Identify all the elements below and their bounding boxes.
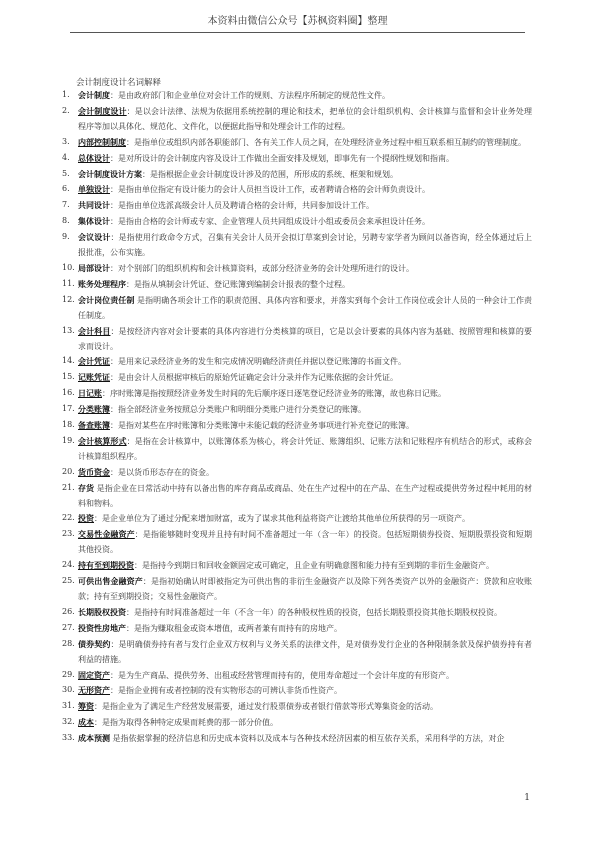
- glossary-entry: [62, 683, 532, 699]
- entry-body: [78, 668, 532, 684]
- glossary-entry: [62, 574, 532, 605]
- entry-definition: 是对所设计的会计制度内容及设计工作做出全面安排及规划，即事先有一个提纲性规划和指南。: [118, 153, 454, 163]
- glossary-entry: [62, 135, 532, 151]
- entry-separator: ：: [110, 153, 118, 163]
- entry-term: 会计科目: [78, 325, 111, 336]
- entry-term: 分类账簿: [78, 404, 110, 415]
- entry-number: 17.: [62, 404, 75, 414]
- glossary-entry: [62, 151, 532, 167]
- entry-separator: ：: [126, 137, 134, 147]
- entry-body: [78, 402, 532, 418]
- glossary-entry: [62, 481, 532, 512]
- entry-body: [78, 434, 532, 465]
- glossary-entry: [62, 558, 532, 574]
- entry-term: 共同设计: [78, 200, 110, 211]
- entry-body: [78, 465, 532, 481]
- entry-number: 20.: [62, 466, 75, 476]
- entry-definition: 指全部经济业务按照总分类账户和明细分类账户进行分类登记的账簿。: [118, 405, 366, 415]
- entry-number: 16.: [62, 388, 75, 398]
- entry-separator: ：: [126, 623, 134, 633]
- entry-number: 5.: [62, 168, 70, 178]
- entry-term: 持有至到期投资: [78, 560, 134, 571]
- entry-number: 30.: [62, 685, 75, 695]
- entry-body: [78, 354, 532, 370]
- entry-term: 总体设计: [78, 152, 110, 163]
- entry-definition: 是指初始确认时即被指定为可供出售的非衍生金融资产以及除下列各类资产以外的金融资产：贷款和应收账款；持有至到期投资；交易性金融资产。: [78, 577, 532, 601]
- glossary-entry: [62, 402, 532, 418]
- entry-separator: ：: [126, 607, 134, 617]
- entry-body: [78, 277, 532, 293]
- entry-definition: 是指从填制会计凭证、登记账簿到编制会计报表的整个过程。: [134, 279, 350, 289]
- entry-number: 14.: [62, 356, 75, 366]
- entry-body: [78, 481, 532, 512]
- entry-definition: 是明确债券持有者与发行企业双方权利与义务关系的法律文件，是对债券发行企业的各种限制条款及保护债券持有者利益的措施。: [78, 639, 532, 664]
- entry-body: [78, 527, 532, 558]
- entry-term: 会计制度设计方案: [78, 168, 142, 179]
- entry-term: 成本预测: [78, 733, 110, 744]
- entry-number: 29.: [62, 669, 75, 679]
- entry-number: 8.: [62, 216, 70, 226]
- entry-definition: 是企业单位为了通过分配来增加财富，或为了谋求其他利益将资产让渡给其他单位所获得的另一项资产。: [102, 514, 470, 524]
- entry-definition: 序时账簿是指按照经济业务发生时间的先后顺序逐日逐笔登记经济业务的账簿，故也称日记账。: [110, 389, 446, 399]
- glossary-entry: [62, 637, 532, 668]
- entry-separator: ：: [110, 357, 118, 367]
- entry-definition: 是指依据掌握的经济信息和历史成本资料以及成本与各种技术经济因素的相互依存关系，采用科学的方法，对企: [112, 734, 505, 744]
- glossary-entry: [62, 293, 532, 324]
- glossary-entry: [62, 511, 532, 527]
- entry-number: 15.: [62, 372, 75, 382]
- entry-term: 账务处理程序: [78, 278, 126, 289]
- entry-term: 无形资产: [78, 685, 110, 696]
- entry-term: 存货: [78, 482, 95, 493]
- entry-body: [78, 511, 532, 527]
- entry-separator: ：: [94, 702, 102, 712]
- entry-term: 会计岗位责任制: [78, 294, 135, 305]
- entry-separator: ：: [110, 405, 118, 415]
- entry-separator: ：: [126, 106, 135, 116]
- entry-separator: ：: [94, 514, 102, 524]
- entry-definition: 是指持有时间准备超过一年（不含一年）的各种股权性质的投资，包括长期股票投资其他长期股权投资。: [134, 607, 502, 617]
- entry-definition: 是指对某些在序时账簿和分类账簿中未能记载的经济业务事项进行补充登记的账簿。: [118, 421, 414, 431]
- entry-term: 记账凭证: [78, 372, 110, 383]
- entry-body: [78, 104, 532, 135]
- entry-separator: ：: [142, 169, 150, 179]
- entry-number: 12.: [62, 294, 75, 304]
- glossary-entry: [62, 386, 532, 402]
- entry-number: 28.: [62, 638, 75, 648]
- entry-number: 25.: [62, 576, 75, 586]
- entry-separator: ：: [134, 561, 142, 571]
- glossary-entry: [62, 230, 532, 261]
- entry-number: 32.: [62, 717, 75, 727]
- entry-body: [78, 151, 532, 167]
- entry-number: 22.: [62, 513, 75, 523]
- entry-number: 10.: [62, 262, 75, 272]
- entry-definition: 是由政府部门和企业单位对会计工作的规则、方法程序所制定的规范性文件。: [118, 91, 390, 100]
- entry-separator: ：: [142, 577, 151, 587]
- entry-separator: ：: [110, 263, 118, 273]
- entry-definition: 是用来记录经济业务的发生和完成情况明确经济责任并据以登记账簿的书面文件。: [118, 357, 406, 367]
- entry-term: 可供出售金融资产: [78, 576, 143, 587]
- entry-definition: 是指由合格的会计师或专家、企业管理人员共同组成设计小组或委员会来承担设计任务。: [118, 217, 430, 227]
- entry-definition: 是以会计法律、法规为依据用系统控制的理论和技术，把单位的会计组织机构、会计核算与监督和会计业务处理程序等加以具体化、规范化、文件化，以便据此指导和处理会计工作的过程。: [78, 106, 532, 131]
- glossary-entry: [62, 370, 532, 386]
- entry-definition: 是指使用行政命令方式，召集有关会计人员开会拟订草案到会讨论，另聘专家学者为顾问以备咨询，经全体通过后上报批准，公布实施。: [78, 233, 532, 258]
- entry-separator: ：: [110, 201, 118, 211]
- entry-term: 会计核算形式: [78, 435, 127, 446]
- glossary-entry: [62, 699, 532, 715]
- entry-term: 会计凭证: [78, 356, 110, 367]
- entry-body: [78, 683, 532, 699]
- glossary-entry: [62, 418, 532, 434]
- entry-term: 成本: [78, 717, 94, 728]
- header-text: 本资料由微信公众号【苏枫资料圈】整理: [207, 16, 388, 27]
- glossary-entry: [62, 104, 532, 135]
- entry-body: [78, 230, 532, 261]
- entry-separator: ：: [126, 436, 135, 446]
- entry-number: 4.: [62, 152, 70, 162]
- entry-definition: 是指能够随时变现并且持有时间不准备超过一年（含一年）的投资。包括短期债券投资、短期股票投资和短期其他投资。: [78, 530, 532, 555]
- entry-term: 筹资: [78, 701, 94, 712]
- entry-body: [78, 731, 532, 747]
- entry-body: [78, 386, 532, 402]
- entry-separator: ：: [110, 217, 118, 227]
- glossary-entry: [62, 354, 532, 370]
- entry-number: 1.: [62, 90, 70, 99]
- entry-definition: 是指为赚取租金或资本增值，或两者兼有而持有的房地产。: [134, 623, 342, 633]
- entry-number: 9.: [62, 232, 70, 242]
- glossary-entry: [62, 731, 532, 747]
- entry-definition: 是指由单位指定有设计能力的会计人员担当设计工作，或者聘请合格的会计师负责设计。: [118, 185, 430, 195]
- entry-body: [78, 167, 532, 183]
- entry-separator: ：: [110, 686, 118, 696]
- page-number: 1: [524, 793, 530, 803]
- glossary-entry: [62, 434, 532, 465]
- entry-definition: 是指企业拥有或者控制的没有实物形态的可辨认非货币性资产。: [118, 686, 342, 696]
- glossary-entry: [62, 88, 532, 104]
- entry-body: [78, 574, 532, 605]
- entry-body: [78, 198, 532, 214]
- glossary-entry: [62, 715, 532, 731]
- entry-definition: 是指持今到期日和回收金额固定或可确定，且企业有明确意图和能力持有至到期的非衍生金融资产。: [142, 561, 494, 571]
- glossary-entry: [62, 527, 532, 558]
- entry-body: [78, 418, 532, 434]
- entry-definition: 是指根据企业会计制度设计涉及的范围，所形成的系统、框架和规划。: [150, 169, 398, 179]
- entry-term: 集体设计: [78, 216, 110, 227]
- entry-separator: ：: [110, 467, 118, 477]
- entry-number: 2.: [62, 105, 70, 115]
- glossary-entry: [62, 324, 532, 355]
- entry-number: 27.: [62, 622, 75, 632]
- document-title: 会计制度设计名词解释: [76, 78, 162, 88]
- entry-term: 长期股权投资: [78, 606, 126, 617]
- entry-separator: ：: [110, 421, 118, 431]
- entry-separator: ：: [110, 639, 119, 649]
- entry-definition: 对个别部门的组织机构和会计核算资料，或部分经济业务的会计处理所进行的设计。: [118, 263, 414, 273]
- glossary-entry: [62, 605, 532, 621]
- entry-body: [78, 135, 532, 151]
- entry-body: [78, 370, 532, 386]
- entry-body: [78, 637, 532, 668]
- glossary-entry: [62, 277, 532, 293]
- entry-definition: 是按经济内容对会计要素的具体内容进行分类核算的项目，它是以会计要素的具体内容为基础、按照管理和核算的要求而设计。: [78, 326, 532, 351]
- entry-number: 11.: [62, 278, 75, 288]
- entry-separator: ：: [102, 389, 110, 399]
- entry-body: [78, 558, 532, 574]
- entry-definition: 是指企业在日常活动中持有以备出售的库存商品或商品、处在生产过程中的在产品、在生产过程或提供劳务过程中耗用的材料和物料。: [78, 483, 532, 508]
- entry-body: [78, 293, 532, 324]
- entry-body: [78, 261, 532, 277]
- glossary-entry: [62, 182, 532, 198]
- entry-separator: ：: [110, 91, 118, 100]
- entry-definition: 是以货币形态存在的资金。: [118, 467, 214, 477]
- glossary-entry: [62, 167, 532, 183]
- page-header: [70, 14, 525, 33]
- entry-number: 18.: [62, 420, 75, 430]
- entry-separator: ：: [110, 233, 119, 243]
- entry-separator: ：: [126, 279, 134, 289]
- entry-body: [78, 182, 532, 198]
- entry-number: 13.: [62, 325, 75, 335]
- entry-term: 会计制度设计: [78, 105, 127, 116]
- entry-definition: 是指单位或组织内部各职能部门、各有关工作人员之间，在处理经济业务过程中相互联系相互制约的管理制度。: [134, 137, 526, 147]
- entry-definition: 是由会计人员根据审核后的原始凭证确定会计分录并作为记账依据的会计凭证。: [118, 373, 398, 383]
- entry-term: 投资: [78, 513, 94, 524]
- glossary-entry: [62, 214, 532, 230]
- entry-body: [78, 88, 532, 104]
- entry-definition: 是指由单位选派高级会计人员及聘请合格的会计师，共同参加设计工作。: [118, 201, 374, 211]
- entry-number: 21.: [62, 482, 75, 492]
- glossary-entry: [62, 198, 532, 214]
- entry-number: 26.: [62, 606, 75, 616]
- entry-separator: ：: [110, 373, 118, 383]
- entry-separator: ：: [94, 718, 102, 728]
- entry-separator: ：: [110, 185, 118, 195]
- entry-body: [78, 605, 532, 621]
- entry-body: [78, 214, 532, 230]
- entry-term: 投资性房地产: [78, 622, 126, 633]
- entry-separator: ：: [110, 670, 118, 680]
- entry-term: 货币资金: [78, 466, 110, 477]
- entry-term: 固定资产: [78, 669, 110, 680]
- glossary-entry: [62, 261, 532, 277]
- entry-number: 31.: [62, 701, 75, 711]
- entry-number: 23.: [62, 529, 75, 539]
- glossary-list: [62, 88, 532, 747]
- glossary-entry: [62, 621, 532, 637]
- entry-definition: 是为生产商品、提供劳务、出租或经营管理而持有的，使用寿命超过一个会计年度的有形资产。: [118, 670, 454, 680]
- entry-term: 会计制度: [78, 90, 110, 100]
- entry-number: 19.: [62, 435, 75, 445]
- entry-body: [78, 715, 532, 731]
- glossary-entry: [62, 668, 532, 684]
- entry-definition: 是指明确各项会计工作的职责范围、具体内容和要求，并落实到每个会计工作岗位或会计人员的一种会计工作责任制度。: [78, 295, 533, 320]
- entry-term: 备查账簿: [78, 420, 110, 431]
- entry-term: 日记账: [78, 388, 102, 399]
- entry-term: 局部设计: [78, 262, 110, 273]
- entry-term: 交易性金融资产: [78, 529, 135, 540]
- entry-body: [78, 621, 532, 637]
- entry-separator: ：: [134, 530, 143, 540]
- entry-number: 33.: [62, 733, 75, 743]
- entry-definition: 是指企业为了满足生产经营发展需要，通过发行股票债券或者银行借款等形式筹集资金的活动。: [102, 702, 438, 712]
- entry-number: 24.: [62, 560, 75, 570]
- entry-number: 7.: [62, 200, 70, 210]
- entry-number: 3.: [62, 136, 70, 146]
- glossary-entry: [62, 465, 532, 481]
- entry-definition: 是指为取得各种特定成果而耗费的那一部分价值。: [102, 718, 278, 728]
- entry-term: 债券契约: [78, 638, 111, 649]
- entry-term: 单独设计: [78, 184, 110, 195]
- entry-term: 会议设计: [78, 232, 111, 243]
- entry-definition: 是指在会计核算中，以账簿体系为核心，将会计凭证、账簿组织、记账方法和记账程序有机结合的形式，或称会计核算组织程序。: [78, 436, 532, 461]
- entry-body: [78, 324, 532, 355]
- entry-body: [78, 699, 532, 715]
- entry-number: 6.: [62, 184, 70, 194]
- entry-separator: ：: [110, 326, 119, 336]
- entry-term: 内部控制制度: [78, 136, 126, 147]
